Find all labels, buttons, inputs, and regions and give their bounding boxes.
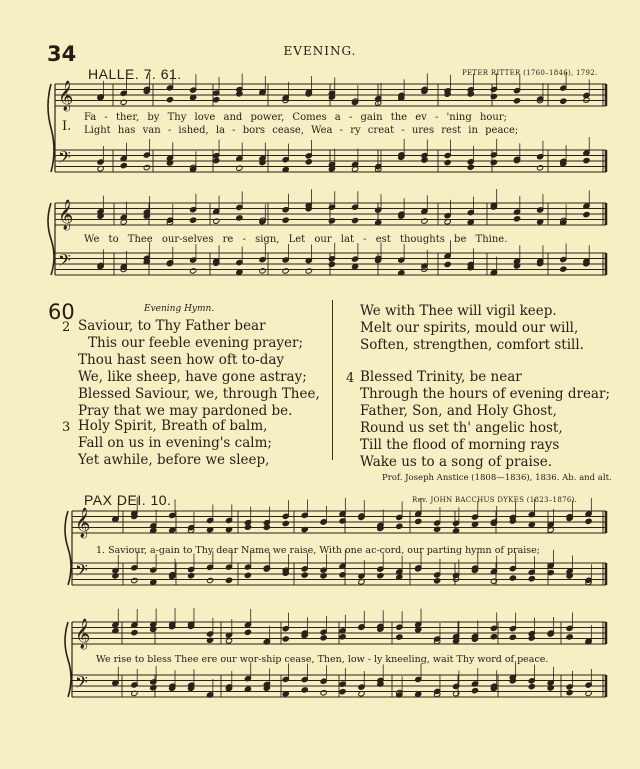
bass-clef-icon: 𝄢 (75, 560, 88, 584)
verse-line: Yet awhile, before we sleep, (78, 452, 270, 468)
bass-clef-icon: 𝄢 (58, 147, 71, 171)
page-number: 34 (47, 42, 77, 66)
tune-composer-halle: PETER RITTER (1760–1846), 1792. (462, 69, 598, 77)
tune-name-pax-dei: PAX DEI. 10. (84, 492, 172, 508)
lyric-line-1: Fa - ther, by Thy love and power, Comes a - gain the ev - 'ning hour; (84, 112, 508, 123)
verse-line: Holy Spirit, Breath of balm, (78, 418, 268, 434)
verse-line: Through the hours of evening drear; (360, 386, 610, 402)
tune-composer-pax-dei: Rev. JOHN BACCHUS DYKES (1823–1876). (412, 496, 578, 504)
tune-name-halle: HALLE. 7. 61. (88, 66, 182, 82)
verse-number: 2 (62, 320, 71, 335)
verse-line: We with Thee will vigil keep. (360, 303, 557, 319)
verse-line: Soften, strengthen, comfort still. (360, 337, 584, 353)
verse-line: Wake us to a song of praise. (360, 454, 553, 470)
treble-clef-icon: 𝄞 (75, 508, 91, 538)
verse-line: This our feeble evening prayer; (88, 335, 304, 351)
lyric-line-5: We rise to bless Thee ere our wor-ship cease, Then, low - ly kneeling, wait Thy word of peace. (96, 654, 549, 665)
verse-line: Thou hast seen how oft to-day (78, 352, 285, 368)
verse-line: Till the flood of morning rays (360, 437, 560, 453)
verse-line: Saviour, to Thy Father bear (78, 318, 266, 334)
treble-clef-icon: 𝄞 (75, 619, 91, 649)
hymn-subtitle: Evening Hymn. (144, 304, 215, 314)
verse-number: 3 (62, 420, 71, 435)
verse-line: Melt our spirits, mould our will, (360, 320, 579, 336)
hymn-number: 60 (48, 300, 75, 324)
lyric-line-4: 1. Saviour, a-gain to Thy dear Name we raise, With one ac-cord, our parting hymn of praise; (96, 545, 540, 556)
lyric-line-3: We to Thee our-selves re - sign, Let our lat - est thoughts be Thine. (84, 234, 508, 245)
running-head: EVENING. (283, 44, 357, 58)
column-divider (332, 300, 333, 460)
verse-number-1: I. (62, 119, 72, 134)
verse-line: Blessed Trinity, be near (360, 369, 522, 385)
lyric-line-2: Light has van - ished, la - bors cease, Wea - ry creat - ures rest in peace; (84, 125, 519, 136)
verse-line: Fall on us in evening's calm; (78, 435, 272, 451)
hymn-credit: Prof. Joseph Anstice (1808—1836), 1836. Ab. and alt. (382, 473, 612, 483)
verse-line: Round us set th' angelic host, (360, 420, 563, 436)
verse-line: Pray that we may pardoned be. (78, 403, 293, 419)
bass-clef-icon: 𝄢 (75, 672, 88, 696)
verse-number: 4 (346, 371, 355, 386)
verse-line: Father, Son, and Holy Ghost, (360, 403, 557, 419)
treble-clef-icon: 𝄞 (58, 81, 74, 111)
treble-clef-icon: 𝄞 (58, 200, 74, 230)
bass-clef-icon: 𝄢 (58, 250, 71, 274)
verse-line: We, like sheep, have gone astray; (78, 369, 307, 385)
verse-line: Blessed Saviour, we, through Thee, (78, 386, 320, 402)
